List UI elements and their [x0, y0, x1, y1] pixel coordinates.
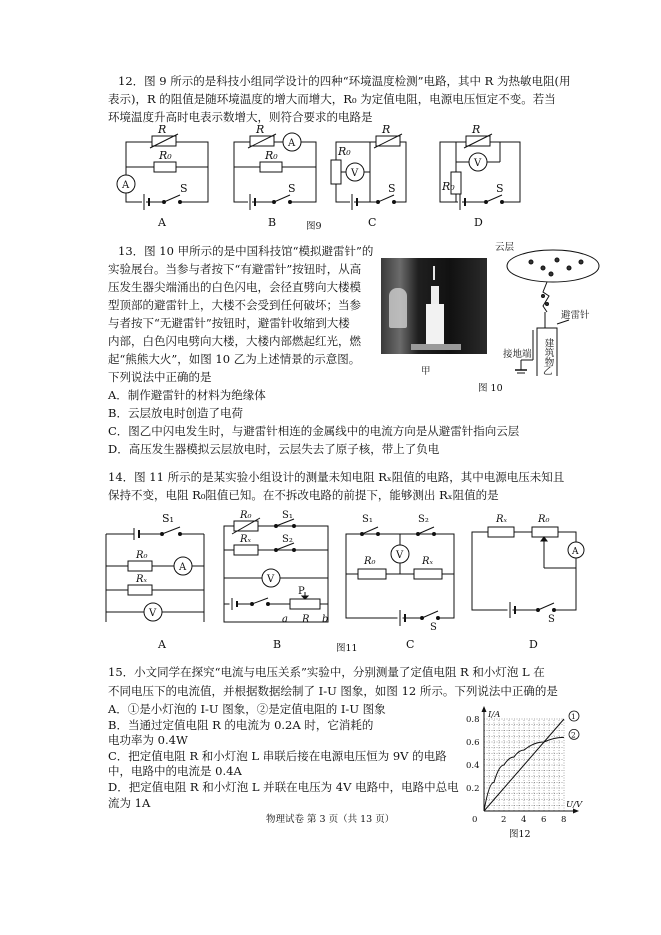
label-R0: R₀	[338, 145, 351, 158]
figure-10-label-jia: 甲	[421, 366, 431, 377]
figure-10-photo	[381, 258, 487, 354]
switch-S: S	[180, 182, 188, 195]
label-S2: S₂	[282, 534, 293, 545]
label-R0: R₀	[265, 149, 278, 162]
q13-option-c: C．图乙中闪电发生时，与避雷针相连的金属线中的电流方向是从避雷针指向云层	[108, 424, 520, 438]
q13-option-b: B．云层放电时创造了电荷	[108, 406, 243, 420]
q15-option-c-line1: C．把定值电阻 R 和小灯泡 L 串联后接在电源电压恒为 9V 的电路	[108, 749, 447, 763]
label-S1: S₁	[362, 514, 373, 525]
x-tick-label: 6	[541, 815, 547, 825]
label-P: P	[298, 586, 305, 597]
label-Rx: Rₓ	[136, 574, 148, 585]
y-tick-label: 0.8	[466, 715, 480, 725]
circuit-14b	[224, 510, 328, 625]
q13-option-a: A．制作避雷针的材料为绝缘体	[108, 388, 266, 402]
voltmeter-V: V	[474, 158, 482, 169]
circuit-14d	[472, 514, 584, 625]
q15-text-line1: 15．小文同学在探究“电流与电压关系”实验中，分别测量了定值电阻 R 和小灯泡 L 在	[108, 665, 545, 679]
voltmeter-V: V	[267, 574, 275, 585]
voltmeter-V: V	[351, 168, 359, 179]
q12-text-line2: 表示)，R 的阻值是随环境温度的增大而增大，R₀ 为定值电阻，电源电压恒定不变。若当	[108, 92, 556, 106]
q12-text-line3: 环境温度升高时电表示数增大，则符合要求的电路是	[108, 110, 373, 124]
q14-option-a-label: A	[158, 638, 166, 651]
ammeter-A: A	[122, 180, 130, 191]
q12-option-d-label: D	[474, 216, 483, 229]
q13-text-line4: 型顶部的避雷针上，大楼不会受到任何破坏；当参	[108, 298, 361, 312]
label-Rx: Rₓ	[240, 534, 252, 545]
q12-option-b-label: B	[268, 216, 277, 229]
q15-option-b-line2: 电功率为 0.4W	[108, 733, 188, 747]
q13-text-line8: 下列说法中正确的是	[108, 370, 212, 384]
label-S1: S₁	[282, 510, 293, 521]
y-axis-label: I/A	[488, 710, 501, 720]
x-tick-label: 2	[501, 815, 507, 825]
y-tick-label: 0.2	[466, 784, 480, 794]
circuit-12d	[440, 123, 520, 210]
label-R0: R₀	[240, 510, 252, 521]
q14-option-d-label: D	[529, 638, 538, 651]
label-a: a	[282, 614, 288, 625]
label-building: 建筑物	[542, 338, 554, 367]
q14-text-line1: 14．图 11 所示的是某实验小组设计的测量未知电阻 Rₓ阻值的电路，其中电源电压未知且	[108, 470, 565, 484]
label-lightning-rod: 避雷针	[561, 310, 590, 321]
figure-11-circuits	[100, 508, 600, 632]
q15-option-d-line1: D．把定值电阻 R 和小灯泡 L 并联在电压为 4V 电路中，电路中总电	[108, 780, 459, 794]
figure-12-caption: 图12	[509, 829, 531, 840]
label-S2: S₂	[418, 514, 429, 525]
label-S: S	[548, 614, 555, 625]
switch-S: S	[288, 182, 296, 195]
ammeter-A: A	[572, 547, 579, 557]
label-R: R	[472, 123, 481, 136]
ammeter-A: A	[288, 138, 296, 149]
circuit-12c	[331, 123, 406, 210]
label-R0: R₀	[136, 550, 148, 561]
series-label-2: 2	[571, 730, 576, 740]
voltmeter-V: V	[396, 550, 404, 561]
figure-10-label-yi: 乙	[543, 366, 553, 377]
figure-12-iu-chart	[462, 703, 586, 825]
label-R0: R₀	[442, 180, 455, 193]
q15-option-c-line2: 中，电路中的电流是 0.4A	[108, 764, 242, 778]
q13-text-line6: 内部，白色闪电劈向大楼，大楼内部燃起红光，燃	[108, 334, 361, 348]
label-Rx: Rₓ	[422, 556, 434, 567]
q12-option-c-label: C	[368, 216, 377, 229]
label-ground: 接地端	[503, 349, 532, 360]
y-tick-label: 0.4	[466, 761, 480, 771]
label-R: R	[158, 123, 167, 136]
q13-text-line2: 实验展台。当参与者按下“有避雷针”按钮时，从高	[108, 262, 362, 276]
q15-option-a: A．①是小灯泡的 I-U 图象，②是定值电阻的 I-U 图象	[108, 702, 386, 716]
circuit-14c	[346, 514, 454, 632]
figure-10-caption: 图 10	[478, 383, 503, 394]
q13-text-line1: 13．图 10 甲所示的是中国科技馆“模拟避雷针”的	[118, 244, 374, 258]
x-tick-label: 8	[561, 815, 567, 825]
q12-option-a-label: A	[158, 216, 166, 229]
circuit-14a	[106, 512, 204, 622]
q14-text-line2: 保持不变，电阻 R₀阻值已知。在不拆改电路的前提下，能够测出 Rₓ阻值的是	[108, 488, 499, 502]
label-S: S	[430, 622, 437, 632]
generator-tip	[433, 266, 435, 280]
figure-9-caption: 图9	[306, 221, 322, 232]
page-footer: 物理试卷 第 3 页（共 13 页）	[266, 814, 395, 825]
q14-option-b-label: B	[273, 638, 282, 651]
x-axis-label: U/V	[566, 800, 583, 810]
q15-option-d-line2: 流为 1A	[108, 796, 151, 810]
circuit-12b	[234, 123, 316, 210]
label-R0: R₀	[159, 149, 172, 162]
person-silhouette	[389, 288, 407, 328]
label-R: R	[256, 123, 265, 136]
model-base	[411, 344, 461, 350]
switch-S: S	[496, 182, 504, 195]
q12-text-line1: 12．图 9 所示的是科技小组同学设计的四种“环境温度检测”电路，其中 R 为热敏电阻(用	[118, 74, 571, 88]
figure-11-caption: 图11	[336, 643, 358, 654]
q13-text-line7: 起“熊熊大火”，如图 10 乙为上述情景的示意图。	[108, 352, 361, 366]
label-S1: S₁	[162, 512, 174, 525]
label-R0: R₀	[364, 556, 376, 567]
building-model	[426, 304, 444, 346]
label-R: R	[382, 123, 391, 136]
q15-text-line2: 不同电压下的电流值，并根据数据绘制了 I-U 图象，如图 12 所示。下列说法中正确的是	[108, 684, 558, 698]
q14-option-c-label: C	[406, 638, 415, 651]
x-tick-label: 4	[521, 815, 527, 825]
label-R0: R₀	[538, 514, 550, 525]
q13-text-line5: 与者按下“无避雷针”按钮时，避雷针收缩到大楼	[108, 316, 350, 330]
switch-S: S	[388, 182, 396, 195]
series-label-1: 1	[571, 712, 576, 721]
voltmeter-V: V	[149, 608, 157, 619]
label-cloud: 云层	[495, 242, 515, 253]
y-axis-arrow	[482, 706, 487, 712]
label-Rx: Rₓ	[496, 514, 508, 525]
q15-option-b-line1: B．当通过定值电阻 R 的电流为 0.2A 时，它消耗的	[108, 718, 374, 732]
y-tick-label: 0.6	[466, 738, 480, 748]
q13-text-line3: 压发生器尖端涌出的白色闪电，会径直劈向大楼模	[108, 280, 361, 294]
ammeter-A: A	[179, 562, 187, 573]
x-tick-label: 0	[472, 815, 478, 825]
building-top	[431, 286, 439, 304]
circuit-12a	[117, 123, 208, 210]
label-rheostat-R: R	[302, 614, 310, 625]
q13-option-d: D．高压发生器模拟云层放电时，云层失去了原子核，带上了负电	[108, 442, 440, 456]
label-b: b	[322, 614, 329, 625]
